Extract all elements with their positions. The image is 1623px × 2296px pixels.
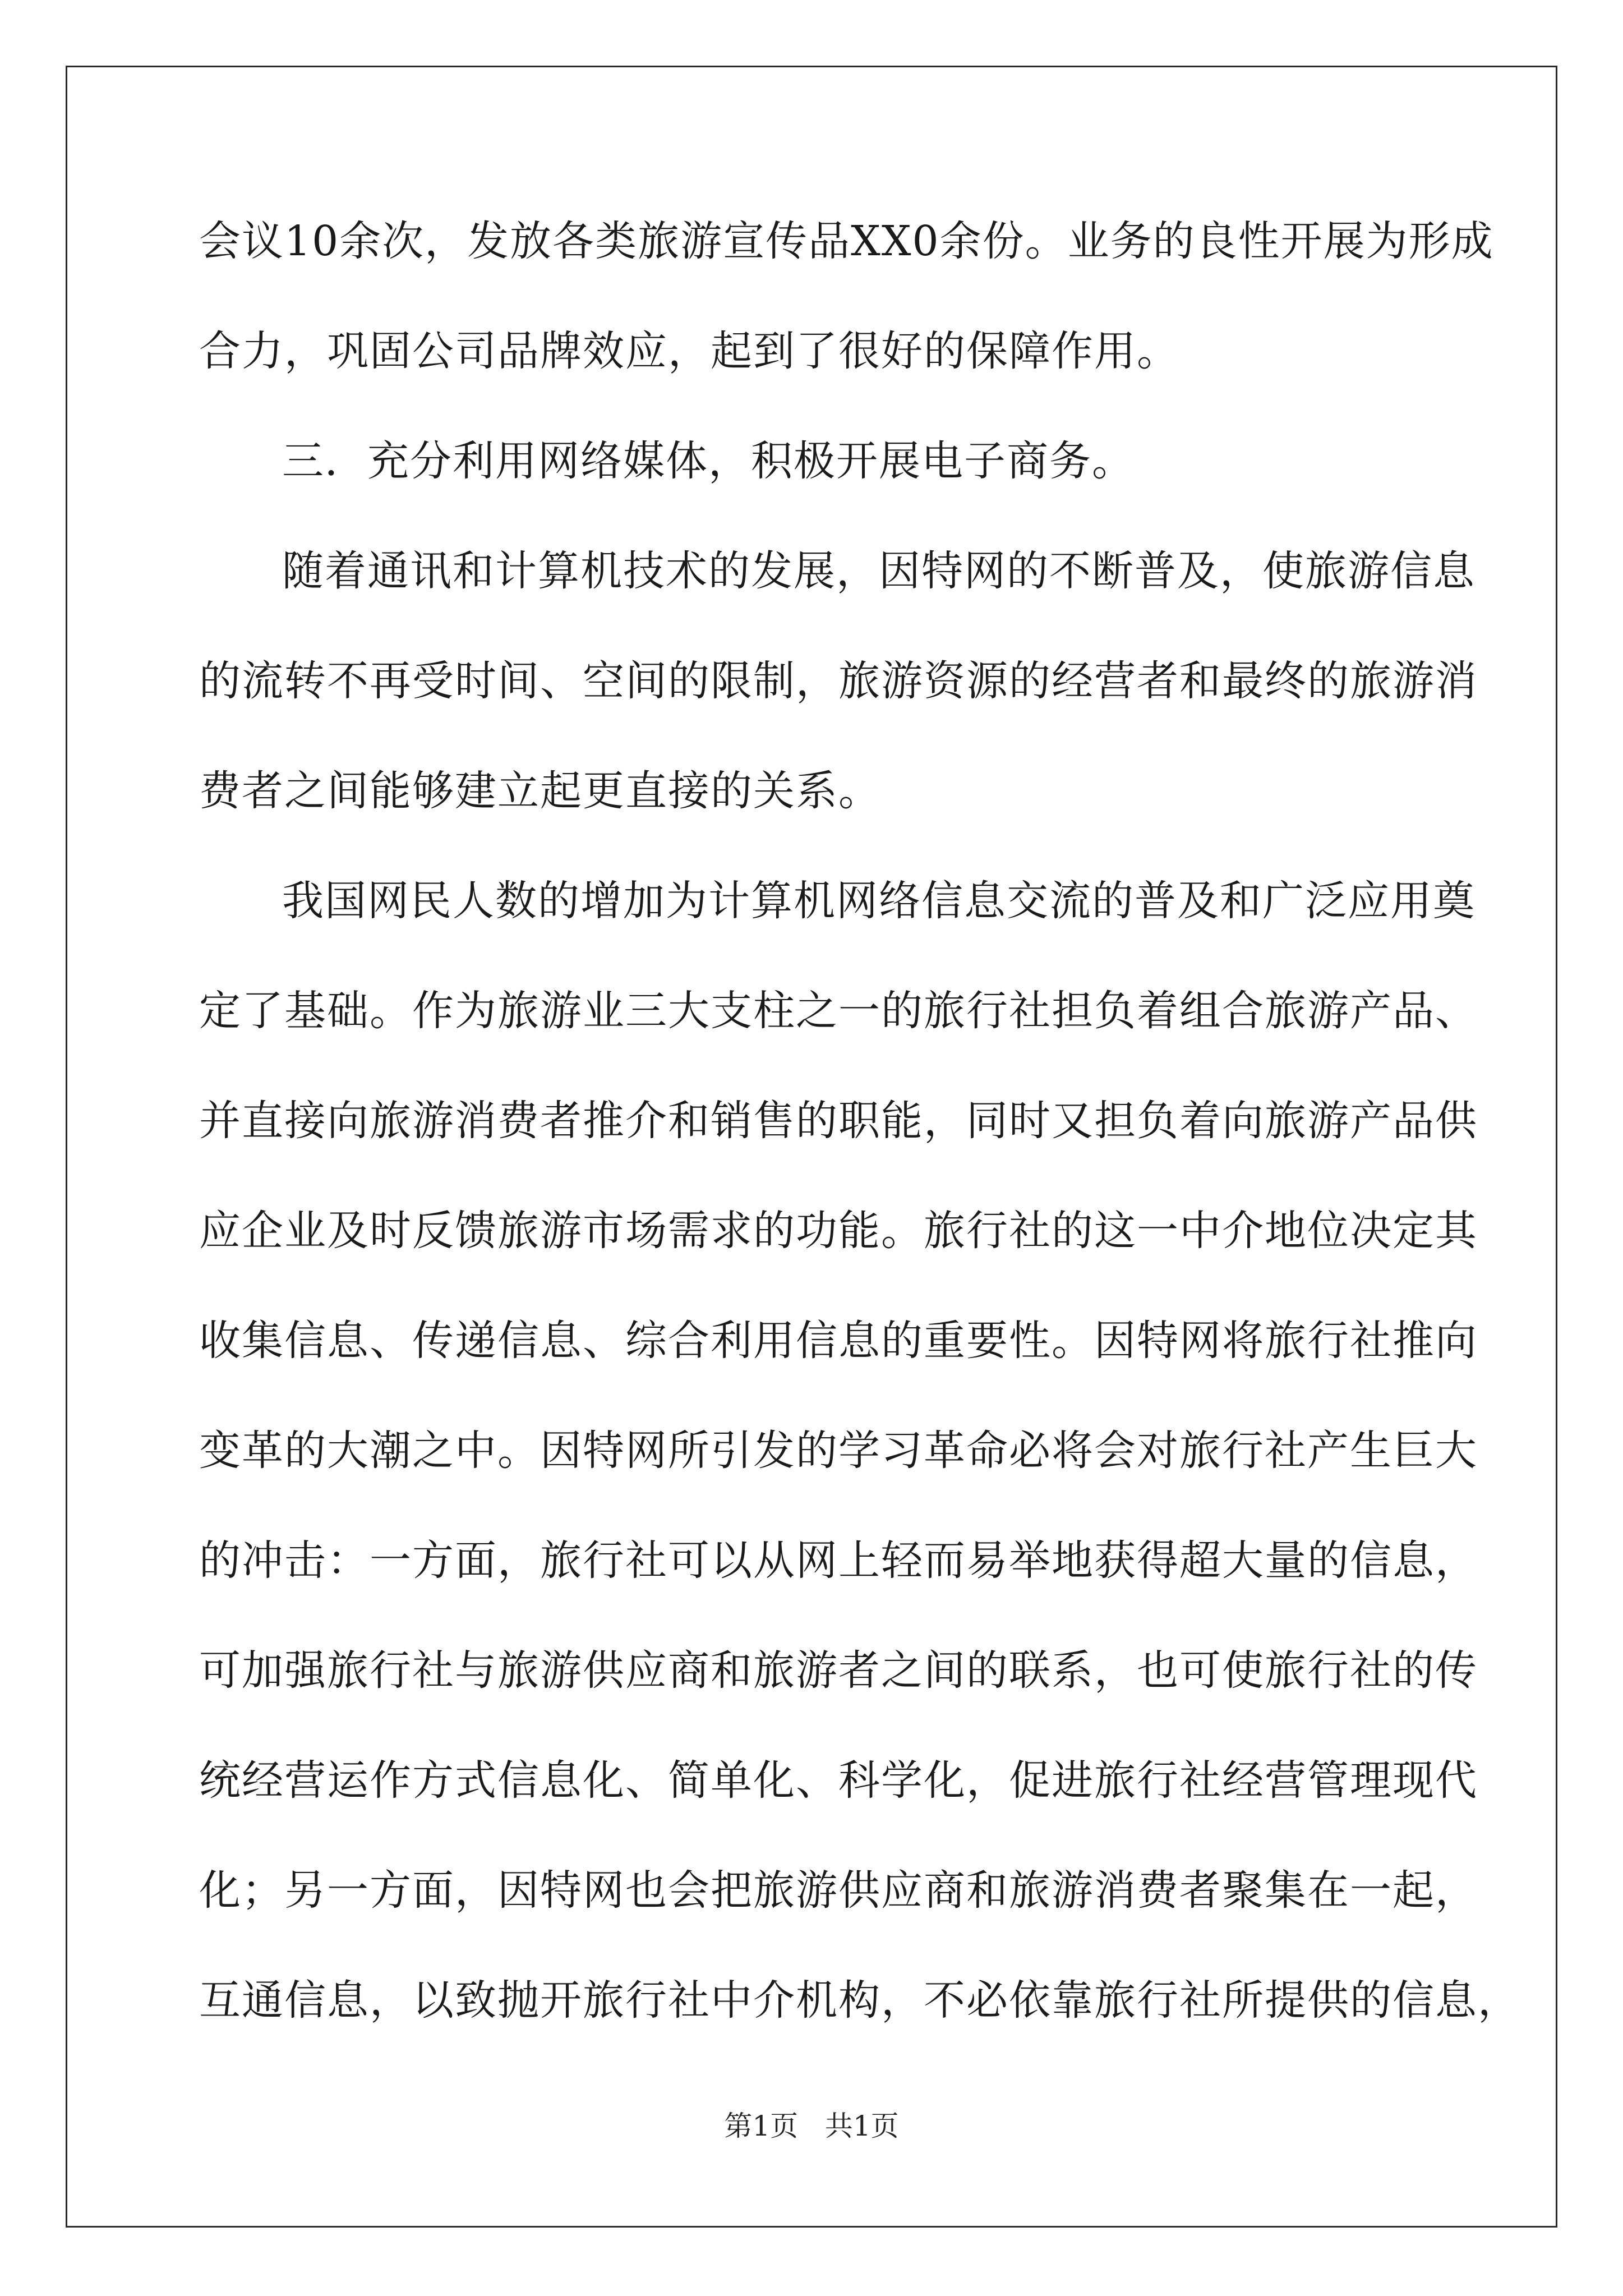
text-line: 应企业及时反馈旅游市场需求的功能。旅行社的这一中介地位决定其 — [199, 1207, 1478, 1255]
text-line: 并直接向旅游消费者推介和销售的职能，同时又担负着向旅游产品供 — [199, 1097, 1478, 1145]
text-line: 收集信息、传递信息、综合利用信息的重要性。因特网将旅行社推向 — [199, 1317, 1478, 1365]
text-line: 的冲击：一方面，旅行社可以从网上轻而易举地获得超大量的信息， — [199, 1536, 1478, 1585]
text-line: 随着通讯和计算机技术的发展，因特网的不断普及，使旅游信息 — [282, 547, 1476, 595]
page-footer: 第1页 共1页 — [724, 2110, 899, 2142]
text-line: 统经营运作方式信息化、简单化、科学化，促进旅行社经营管理现代 — [199, 1756, 1478, 1805]
text-line: 费者之间能够建立起更直接的关系。 — [199, 767, 881, 815]
text-line: 合力，巩固公司品牌效应，起到了很好的保障作用。 — [199, 327, 1179, 375]
text-line: 可加强旅行社与旅游供应商和旅游者之间的联系，也可使旅行社的传 — [199, 1646, 1478, 1695]
text-line: 变革的大潮之中。因特网所引发的学习革命必将会对旅行社产生巨大 — [199, 1427, 1478, 1475]
text-line: 定了基础。作为旅游业三大支柱之一的旅行社担负着组合旅游产品、 — [199, 987, 1478, 1035]
text-line: 互通信息，以致抛开旅行社中介机构，不必依靠旅行社所提供的信息， — [199, 1976, 1520, 2024]
section-heading: 三．充分利用网络媒体，积极开展电子商务。 — [282, 437, 1135, 485]
text-line: 我国网民人数的增加为计算机网络信息交流的普及和广泛应用奠 — [282, 877, 1476, 925]
text-line: 会议10余次，发放各类旅游宣传品XX0余份。业务的良性开展为形成 — [199, 217, 1494, 265]
text-line: 的流转不再受时间、空间的限制，旅游资源的经营者和最终的旅游消 — [199, 657, 1478, 705]
text-line: 化；另一方面，因特网也会把旅游供应商和旅游消费者聚集在一起， — [199, 1866, 1478, 1915]
